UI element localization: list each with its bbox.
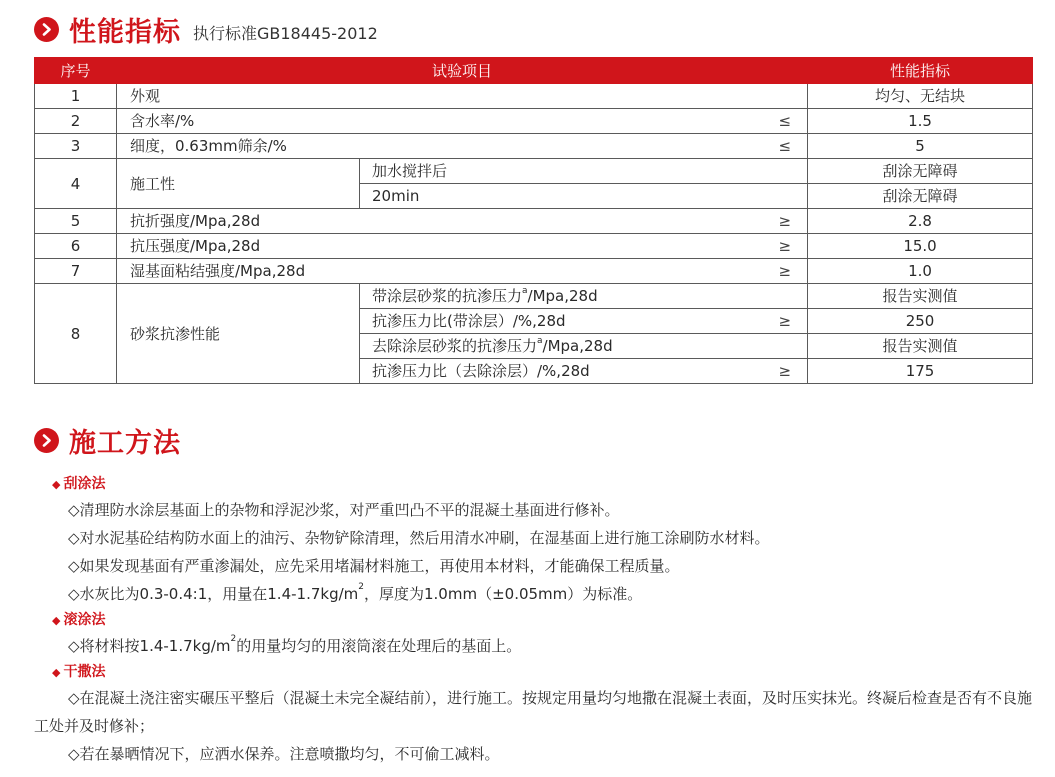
table-row — [35, 159, 1033, 184]
performance-table — [34, 57, 1033, 384]
method-text: ◇如果发现基面有严重渗漏处，应先采用堵漏材料施工，再使用本材料，才能确保工程质量。 — [68, 557, 680, 575]
comparison-symbol: ≥ — [778, 237, 792, 255]
method-text: ◇水灰比为0.3-0.4:1，用量在$1.4-1.7kg/m^2$，厚度为1.0mm（±0.05mm）为标准。 — [68, 582, 643, 603]
row-item — [117, 234, 808, 259]
row-value: 报告实测值 — [808, 334, 1033, 359]
comparison-symbol: ≥ — [778, 312, 792, 330]
row-num: 8 — [35, 284, 117, 384]
header-item: 试验项目 — [117, 58, 808, 84]
row-sub-item: 去除涂层砂浆的抗渗压力$^a$/Mpa,28d — [360, 334, 808, 359]
diamond-bullet-icon: ◆ — [52, 478, 61, 491]
table-row — [35, 84, 1033, 109]
item-label: 细度，0.63mm筛余/% — [130, 137, 287, 155]
row-sub-item: 加水搅拌后 — [360, 159, 808, 184]
method-heading-scrape: ◆ 刮涂法 — [52, 476, 106, 492]
row-value: 2.8 — [808, 209, 1033, 234]
row-value: 刮涂无障碍 — [808, 184, 1033, 209]
method-text: ◇清理防水涂层基面上的杂物和浮泥沙浆，对严重凹凸不平的混凝土基面进行修补。 — [68, 501, 620, 519]
row-value: 均匀、无结块 — [808, 84, 1033, 109]
comparison-symbol: ≤ — [778, 137, 792, 155]
header-spec: 性能指标 — [808, 58, 1033, 84]
row-value: 1.0 — [808, 259, 1033, 284]
section-title: 施工方法 — [69, 428, 181, 459]
row-item: 砂浆抗渗性能 — [117, 284, 360, 384]
row-value: 5 — [808, 134, 1033, 159]
row-num: 7 — [35, 259, 117, 284]
table-row — [35, 259, 1033, 284]
method-text: ◇若在暴晒情况下，应洒水保养。注意喷撒均匀，不可偷工减料。 — [68, 745, 500, 763]
row-num: 5 — [35, 209, 117, 234]
row-num: 2 — [35, 109, 117, 134]
method-heading-roll: ◆ 滚涂法 — [52, 612, 106, 628]
table-row — [35, 234, 1033, 259]
table-row — [35, 134, 1033, 159]
section-header-construction — [34, 421, 181, 460]
row-item: 施工性 — [117, 159, 360, 209]
diamond-bullet-icon: ◆ — [52, 666, 61, 679]
comparison-symbol: ≥ — [778, 212, 792, 230]
item-label: 抗压强度/Mpa,28d — [130, 237, 261, 255]
method-text: ◇对水泥基砼结构防水面上的油污、杂物铲除清理，然后用清水冲刷，在湿基面上进行施工涂刷防水材料。 — [68, 529, 770, 547]
section-title: 性能指标 — [69, 17, 181, 48]
method-text: ◇将材料按$1.4-1.7kg/m^2$的用量均匀的用滚筒滚在处理后的基面上。 — [68, 634, 522, 655]
row-value: 250 — [808, 309, 1033, 334]
row-value: 报告实测值 — [808, 284, 1033, 309]
chevron-right-icon — [34, 428, 59, 453]
section-subtitle: 执行标准GB18445-2012 — [193, 24, 378, 43]
row-item — [117, 259, 808, 284]
item-label: 湿基面粘结强度/Mpa,28d — [130, 262, 306, 280]
comparison-symbol: ≤ — [778, 112, 792, 130]
table-row — [35, 284, 1033, 309]
method-text: ◇在混凝土浇注密实碾压平整后（混凝土未完全凝结前），进行施工。按规定用量均匀地撒在混凝土表面，及时压实抹光。终凝后检查是否有不良施工处并及时修补； — [34, 689, 1033, 735]
section-header-performance — [34, 10, 378, 49]
method-heading-dry: ◆ 干撒法 — [52, 664, 106, 680]
item-label: 抗折强度/Mpa,28d — [130, 212, 261, 230]
row-item — [117, 134, 808, 159]
row-item — [117, 84, 808, 109]
item-label: 含水率/% — [130, 112, 195, 130]
header-num: 序号 — [35, 58, 117, 84]
row-sub-item: 抗渗压力比（去除涂层）/%,28d ≥ — [360, 359, 808, 384]
row-value: 1.5 — [808, 109, 1033, 134]
row-sub-item: 20min — [360, 184, 808, 209]
row-value: 15.0 — [808, 234, 1033, 259]
row-item — [117, 209, 808, 234]
diamond-bullet-icon: ◆ — [52, 614, 61, 627]
table-header-row — [35, 58, 1033, 84]
row-sub-item: 抗渗压力比(带涂层）/%,28d ≥ — [360, 309, 808, 334]
row-item — [117, 109, 808, 134]
row-value: 175 — [808, 359, 1033, 384]
item-label: 外观 — [130, 87, 161, 105]
row-num: 6 — [35, 234, 117, 259]
row-num: 3 — [35, 134, 117, 159]
construction-methods — [34, 472, 1039, 768]
comparison-symbol: ≥ — [778, 262, 792, 280]
row-num: 4 — [35, 159, 117, 209]
chevron-right-icon — [34, 17, 59, 42]
table-row — [35, 209, 1033, 234]
comparison-symbol: ≥ — [778, 362, 792, 380]
row-sub-item: 带涂层砂浆的抗渗压力$^a$/Mpa,28d — [360, 284, 808, 309]
row-num: 1 — [35, 84, 117, 109]
row-value: 刮涂无障碍 — [808, 159, 1033, 184]
table-row — [35, 109, 1033, 134]
